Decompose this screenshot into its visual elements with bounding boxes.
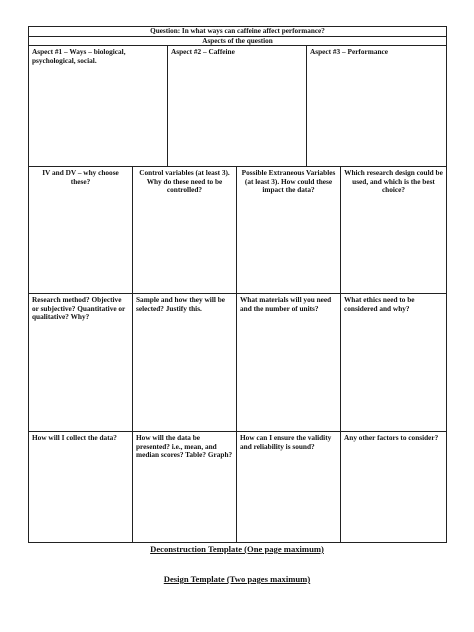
control-variables-prompt: Control variables (at least 3). Why do these need to be controlled? — [139, 168, 230, 195]
sample-cell — [133, 294, 237, 431]
ethics-prompt: What ethics need to be considered and why? — [344, 295, 415, 313]
aspects-row — [29, 46, 446, 167]
materials-cell — [237, 294, 341, 431]
iv-dv-prompt: IV and DV – why choose these? — [42, 168, 119, 186]
deconstruction-caption: Deconstruction Template (One page maximum) — [150, 544, 324, 554]
aspect-1-label: Aspect #1 – Ways – biological, psychological, social. — [32, 47, 126, 65]
sample-prompt: Sample and how they will be selected? Justify this. — [136, 295, 225, 313]
research-design-cell — [341, 167, 446, 293]
aspect-2-cell — [168, 46, 307, 166]
extraneous-variables-prompt: Possible Extraneous Variables (at least 3). How could these impact the data? — [241, 168, 336, 195]
data-collection-prompt: How will I collect the data? — [32, 433, 117, 442]
other-factors-prompt: Any other factors to consider? — [344, 433, 439, 442]
planning-row-1 — [29, 167, 446, 294]
question-text: Question: In what ways can caffeine affect performance? — [150, 27, 325, 35]
aspect-3-cell — [307, 46, 446, 166]
materials-prompt: What materials will you need and the number of units? — [240, 295, 332, 313]
ethics-cell — [341, 294, 446, 431]
aspects-header-row — [29, 37, 446, 46]
data-collection-cell — [29, 432, 133, 543]
iv-dv-cell — [29, 167, 133, 293]
deconstruction-table — [28, 26, 447, 543]
planning-row-2 — [29, 294, 446, 432]
other-factors-cell — [341, 432, 446, 543]
aspect-3-label: Aspect #3 – Performance — [310, 47, 389, 56]
research-method-cell — [29, 294, 133, 431]
research-design-prompt: Which research design could be used, and which is the best choice? — [344, 168, 443, 195]
question-row — [29, 27, 446, 37]
planning-row-3 — [29, 432, 446, 543]
aspect-1-cell — [29, 46, 168, 166]
extraneous-variables-cell — [237, 167, 341, 293]
aspect-2-label: Aspect #2 – Caffeine — [171, 47, 235, 56]
design-caption: Design Template (Two pages maximum) — [163, 574, 311, 584]
research-method-prompt: Research method? Objective or subjective? Quantitative or qualitative? Why? — [32, 295, 126, 322]
data-presentation-prompt: How will the data be presented? i.e., mean, and median scores? Table? Graph? — [136, 433, 233, 460]
validity-cell — [237, 432, 341, 543]
validity-prompt: How can I ensure the validity and reliability is sound? — [240, 433, 332, 451]
data-presentation-cell — [133, 432, 237, 543]
aspects-header-text: Aspects of the question — [202, 37, 273, 45]
control-variables-cell — [133, 167, 237, 293]
